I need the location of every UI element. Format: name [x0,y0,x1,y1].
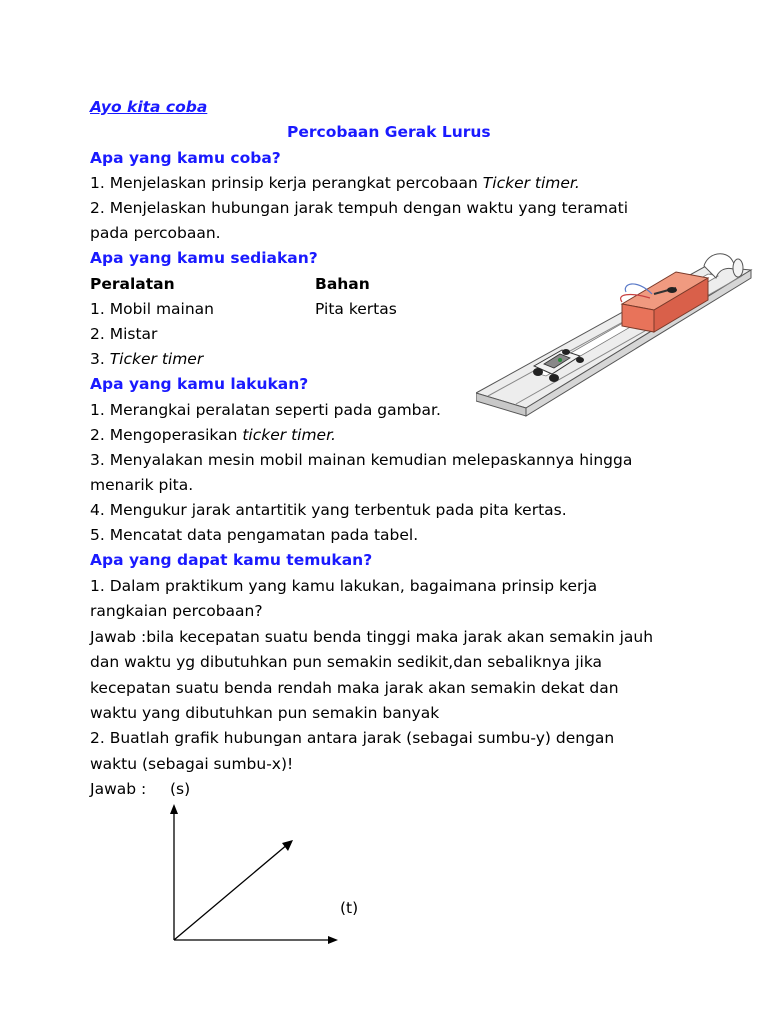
ticker-timer-apparatus-illustration [476,248,754,418]
question-heading-2: Apa yang kamu sediakan? [90,249,318,267]
step-4: 4. Mengukur jarak antartitik yang terbentuk pada pita kertas. [90,501,567,519]
question-1: 1. Dalam praktikum yang kamu lakukan, bagaimana prinsip kerja [90,577,598,595]
page-title: Percobaan Gerak Lurus [287,123,491,141]
answer-1-line-3: kecepatan suatu benda rendah maka jarak akan semakin dekat dan [90,679,619,697]
graph-line-arrowhead [282,840,293,851]
ticker-timer-hammer [667,287,677,293]
question-2-cont: waktu (sebagai sumbu-x)! [90,755,294,773]
tools-header [90,274,370,294]
answer-1-line-2: dan waktu yg dibutuhkan pun semakin sedikit,dan sebaliknya jika [90,653,603,671]
graph-line [174,844,288,940]
tools-column-header: Peralatan [90,275,175,293]
tool-3-number: 3. [90,350,110,368]
step-2 [90,425,336,445]
question-heading-1: Apa yang kamu coba? [90,149,281,167]
answer-1-line-4: waktu yang dibutuhkan pun semakin banyak [90,704,440,722]
step-5: 5. Mencatat data pengamatan pada tabel. [90,526,419,544]
question-1-cont: rangkaian percobaan? [90,602,263,620]
tape-roll-end [733,259,743,277]
step-1: 1. Merangkai peralatan seperti pada gambar. [90,401,441,419]
step-2-emphasis: ticker timer. [242,426,336,444]
graph-y-arrowhead [170,804,178,814]
step-2-text: 2. Mengoperasikan [90,426,243,444]
intro-heading: Ayo kita coba [90,98,208,116]
tool-item-3 [90,349,203,369]
question-heading-3: Apa yang kamu lakukan? [90,375,309,393]
answer-1-line-1: Jawab :bila kecepatan suatu benda tinggi maka jarak akan semakin jauh [90,628,654,646]
graph-x-label: (t) [340,899,359,917]
ramp-front [526,270,751,416]
objective-1 [90,173,580,193]
objective-1-emphasis: Ticker timer. [482,174,580,192]
objective-2: 2. Menjelaskan hubungan jarak tempuh dengan waktu yang teramati [90,199,629,217]
tool-item-2: 2. Mistar [90,325,158,343]
tool-item-1 [90,299,397,319]
graph-y-label: (s) [170,780,191,798]
graph-x-arrowhead [328,936,338,944]
distance-time-graph [160,800,350,950]
question-heading-4: Apa yang dapat kamu temukan? [90,551,373,569]
objective-1-text: 1. Menjelaskan prinsip kerja perangkat percobaan [90,174,483,192]
step-3-cont: menarik pita. [90,476,194,494]
tool-1: 1. Mobil mainan [90,300,214,318]
material-1: Pita kertas [315,300,397,318]
objective-2-cont: pada percobaan. [90,224,221,242]
materials-column-header: Bahan [315,275,370,293]
answer-2-label: Jawab : [90,780,147,798]
question-2: 2. Buatlah grafik hubungan antara jarak (sebagai sumbu-y) dengan [90,729,615,747]
tool-3-name: Ticker timer [109,350,204,368]
step-3: 3. Menyalakan mesin mobil mainan kemudian melepaskannya hingga [90,451,633,469]
